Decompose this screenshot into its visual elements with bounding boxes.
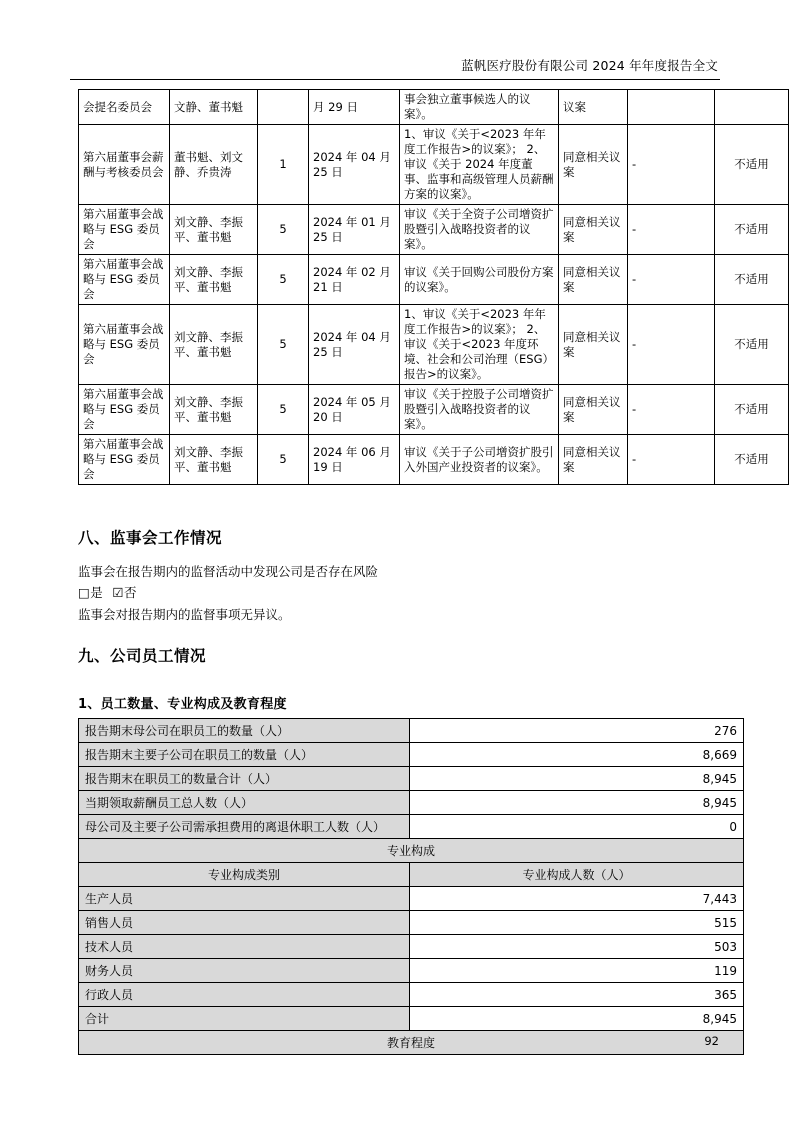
cell-implementation bbox=[628, 90, 715, 125]
table-row bbox=[79, 959, 744, 983]
employee-statistics-table bbox=[78, 718, 744, 1055]
cell-education-band: 教育程度 bbox=[79, 1031, 744, 1055]
cell-headcount-label: 报告期末母公司在职员工的数量（人） bbox=[79, 719, 410, 743]
supervisory-risk-choices bbox=[78, 583, 137, 602]
table-row bbox=[79, 935, 744, 959]
cell-members: 文静、董书魁 bbox=[170, 90, 258, 125]
table-row bbox=[79, 255, 789, 305]
cell-meeting-date: 月 29 日 bbox=[309, 90, 400, 125]
supervisory-statement: 监事会对报告期内的监督事项无异议。 bbox=[78, 607, 291, 622]
table-row bbox=[79, 205, 789, 255]
cell-committee-name: 第六届董事会薪酬与考核委员会 bbox=[79, 125, 170, 205]
cell-composition-value: 515 bbox=[410, 911, 744, 935]
cell-composition-value: 365 bbox=[410, 983, 744, 1007]
cell-meeting-date: 2024 年 01 月 25 日 bbox=[309, 205, 400, 255]
cell-composition-band: 专业构成 bbox=[79, 839, 744, 863]
cell-composition-value: 7,443 bbox=[410, 887, 744, 911]
cell-meeting-date: 2024 年 05 月 20 日 bbox=[309, 385, 400, 435]
cell-composition-header-category: 专业构成类别 bbox=[79, 863, 410, 887]
cell-meeting-topic: 审议《关于控股子公司增资扩股暨引入战略投资者的议案》。 bbox=[400, 385, 559, 435]
cell-resolution: 同意相关议案 bbox=[559, 435, 628, 485]
cell-composition-header-count: 专业构成人数（人） bbox=[410, 863, 744, 887]
committee-meetings-table-body bbox=[79, 90, 789, 485]
table-row bbox=[79, 305, 789, 385]
cell-implementation: - bbox=[628, 305, 715, 385]
cell-meeting-date: 2024 年 04 月 25 日 bbox=[309, 305, 400, 385]
cell-objection: 不适用 bbox=[715, 205, 789, 255]
table-row bbox=[79, 125, 789, 205]
cell-committee-name: 会提名委员会 bbox=[79, 90, 170, 125]
cell-headcount-value: 8,669 bbox=[410, 743, 744, 767]
cell-composition-label: 行政人员 bbox=[79, 983, 410, 1007]
table-row-header bbox=[79, 863, 744, 887]
page-number: 92 bbox=[704, 1034, 719, 1048]
cell-meeting-topic: 审议《关于回购公司股份方案的议案》。 bbox=[400, 255, 559, 305]
cell-composition-label: 生产人员 bbox=[79, 887, 410, 911]
cell-composition-label: 财务人员 bbox=[79, 959, 410, 983]
table-row bbox=[79, 791, 744, 815]
running-header: 蓝帆医疗股份有限公司 2024 年年度报告全文 bbox=[461, 58, 718, 73]
cell-resolution: 同意相关议案 bbox=[559, 255, 628, 305]
cell-meeting-count: 1 bbox=[258, 125, 309, 205]
cell-composition-label: 技术人员 bbox=[79, 935, 410, 959]
cell-meeting-count: 5 bbox=[258, 435, 309, 485]
cell-meeting-count: 5 bbox=[258, 385, 309, 435]
cell-meeting-date: 2024 年 04 月 25 日 bbox=[309, 125, 400, 205]
cell-members: 刘文静、李振平、董书魁 bbox=[170, 305, 258, 385]
cell-headcount-label: 报告期末在职员工的数量合计（人） bbox=[79, 767, 410, 791]
table-row-band bbox=[79, 839, 744, 863]
employee-statistics-table-wrapper bbox=[78, 718, 744, 1055]
cell-headcount-label: 报告期末主要子公司在职员工的数量（人） bbox=[79, 743, 410, 767]
cell-headcount-label: 当期领取薪酬员工总人数（人） bbox=[79, 791, 410, 815]
cell-composition-value: 119 bbox=[410, 959, 744, 983]
cell-meeting-topic: 审议《关于子公司增资扩股引入外国产业投资者的议案》。 bbox=[400, 435, 559, 485]
committee-meetings-table bbox=[78, 89, 789, 485]
cell-committee-name: 第六届董事会战略与 ESG 委员会 bbox=[79, 305, 170, 385]
table-row bbox=[79, 90, 789, 125]
subsection-heading-employee-stats: 1、员工数量、专业构成及教育程度 bbox=[78, 697, 287, 712]
cell-implementation: - bbox=[628, 385, 715, 435]
cell-objection: 不适用 bbox=[715, 125, 789, 205]
cell-meeting-topic: 审议《关于全资子公司增资扩股暨引入战略投资者的议案》。 bbox=[400, 205, 559, 255]
cell-implementation: - bbox=[628, 125, 715, 205]
cell-headcount-value: 0 bbox=[410, 815, 744, 839]
table-row bbox=[79, 815, 744, 839]
cell-headcount-value: 8,945 bbox=[410, 791, 744, 815]
cell-resolution: 同意相关议案 bbox=[559, 205, 628, 255]
table-row bbox=[79, 1007, 744, 1031]
table-row bbox=[79, 887, 744, 911]
header-rule bbox=[70, 79, 720, 80]
cell-meeting-topic: 1、审议《关于<2023 年年度工作报告>的议案》； 2、审议《关于 2024 年度董事、监事和高级管理人员薪酬方案的议案》。 bbox=[400, 125, 559, 205]
checkbox-no[interactable]: ☑否 bbox=[112, 585, 138, 600]
cell-meeting-count: 5 bbox=[258, 255, 309, 305]
cell-meeting-date: 2024 年 02 月 21 日 bbox=[309, 255, 400, 305]
cell-headcount-value: 276 bbox=[410, 719, 744, 743]
table-row bbox=[79, 743, 744, 767]
table-row bbox=[79, 719, 744, 743]
cell-members: 董书魁、刘文静、乔贵涛 bbox=[170, 125, 258, 205]
cell-meeting-topic: 事会独立董事候选人的议案》。 bbox=[400, 90, 559, 125]
cell-resolution: 议案 bbox=[559, 90, 628, 125]
cell-committee-name: 第六届董事会战略与 ESG 委员会 bbox=[79, 205, 170, 255]
cell-resolution: 同意相关议案 bbox=[559, 385, 628, 435]
cell-headcount-label: 母公司及主要子公司需承担费用的离退休职工人数（人） bbox=[79, 815, 410, 839]
cell-resolution: 同意相关议案 bbox=[559, 125, 628, 205]
cell-meeting-count bbox=[258, 90, 309, 125]
cell-meeting-count: 5 bbox=[258, 205, 309, 255]
cell-headcount-value: 8,945 bbox=[410, 767, 744, 791]
cell-composition-value: 8,945 bbox=[410, 1007, 744, 1031]
table-row bbox=[79, 983, 744, 1007]
cell-composition-label: 销售人员 bbox=[79, 911, 410, 935]
checkbox-yes[interactable]: □是 bbox=[78, 585, 104, 600]
table-row bbox=[79, 435, 789, 485]
cell-composition-label: 合计 bbox=[79, 1007, 410, 1031]
employee-statistics-table-body bbox=[79, 719, 744, 1055]
table-row bbox=[79, 911, 744, 935]
cell-committee-name: 第六届董事会战略与 ESG 委员会 bbox=[79, 385, 170, 435]
cell-meeting-date: 2024 年 06 月 19 日 bbox=[309, 435, 400, 485]
cell-composition-value: 503 bbox=[410, 935, 744, 959]
table-row bbox=[79, 385, 789, 435]
cell-members: 刘文静、李振平、董书魁 bbox=[170, 435, 258, 485]
cell-meeting-topic: 1、审议《关于<2023 年年度工作报告>的议案》； 2、审议《关于<2023 年度环境、社会和公司治理（ESG）报告>的议案》。 bbox=[400, 305, 559, 385]
committee-meetings-table-wrapper bbox=[78, 89, 789, 485]
cell-implementation: - bbox=[628, 435, 715, 485]
section-heading-eight: 八、监事会工作情况 bbox=[78, 529, 223, 547]
cell-committee-name: 第六届董事会战略与 ESG 委员会 bbox=[79, 435, 170, 485]
section-heading-nine: 九、公司员工情况 bbox=[78, 647, 207, 665]
cell-resolution: 同意相关议案 bbox=[559, 305, 628, 385]
cell-meeting-count: 5 bbox=[258, 305, 309, 385]
cell-objection bbox=[715, 90, 789, 125]
cell-members: 刘文静、李振平、董书魁 bbox=[170, 205, 258, 255]
cell-members: 刘文静、李振平、董书魁 bbox=[170, 255, 258, 305]
cell-objection: 不适用 bbox=[715, 385, 789, 435]
supervisory-risk-question: 监事会在报告期内的监督活动中发现公司是否存在风险 bbox=[78, 564, 379, 579]
cell-objection: 不适用 bbox=[715, 255, 789, 305]
table-row bbox=[79, 767, 744, 791]
cell-members: 刘文静、李振平、董书魁 bbox=[170, 385, 258, 435]
cell-committee-name: 第六届董事会战略与 ESG 委员会 bbox=[79, 255, 170, 305]
cell-objection: 不适用 bbox=[715, 305, 789, 385]
cell-implementation: - bbox=[628, 205, 715, 255]
cell-objection: 不适用 bbox=[715, 435, 789, 485]
cell-implementation: - bbox=[628, 255, 715, 305]
